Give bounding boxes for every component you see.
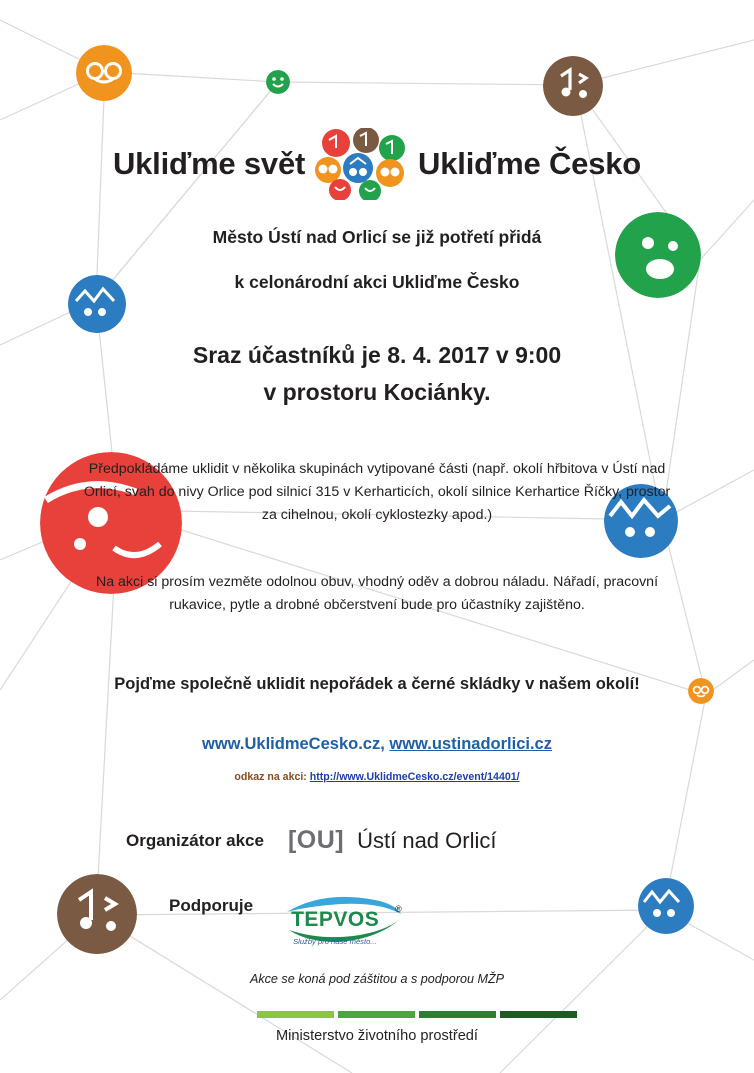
ministry-name: Ministerstvo životního prostředí (276, 1028, 478, 1044)
ministry-note: Akce se koná pod záštitou a s podporou MŽP (249, 972, 505, 986)
registered-mark: ® (395, 904, 402, 914)
title-left: Ukliďme svět (112, 146, 306, 181)
headline-line-2: v prostoru Kociánky. (263, 379, 491, 405)
bar-3 (419, 1011, 496, 1018)
link-ustinadorlici[interactable]: www.ustinadorlici.cz (389, 735, 552, 753)
organizer-city: Ústí nad Orlicí (357, 827, 497, 853)
ministry-logo-bars (257, 1011, 577, 1018)
callout-text: Pojďme společně uklidit nepořádek a černé skládky v našem okolí! (114, 675, 640, 693)
tepvos-wordmark: TEPVOS (291, 908, 380, 931)
paragraph-areas: Předpokládáme uklidit v několika skupinách vytipované části (např. okolí hřbitova v Ústí nad Orlicí, svah do nivy Orlice pod silnicí 315 v Kerharticích, okolí silnice Kerhartice Říčky, prostor za cihelnou, okolí cyklostezky apod.) (83, 461, 671, 523)
link-uklidmecesko[interactable]: www.UklidmeCesko.cz, (202, 735, 385, 753)
event-link-url[interactable]: http://www.UklidmeCesko.cz/event/14401/ (309, 771, 520, 783)
subheading-line-1: Město Ústí nad Orlicí se již potřetí přidá (212, 227, 542, 247)
supporter-row (169, 890, 413, 952)
tepvos-slogan: Služby pro naše město... (293, 937, 377, 946)
logo-cluster (314, 128, 410, 200)
headline-line-1: Sraz účastníků je 8. 4. 2017 v 9:00 (192, 342, 562, 368)
web-links (0, 735, 754, 754)
ukliďme-logo-icon (314, 128, 410, 200)
subheading-line-2: k celonárodní akci Ukliďme Česko (234, 272, 520, 292)
paragraph-equipment: Na akci si prosím vezměte odolnou obuv, vhodný oděv a dobrou náladu. Nářadí, pracovní rukavice, pytle a drobné občerstvení bude pro účastníky zajištěno. (95, 574, 659, 613)
bar-1 (257, 1011, 334, 1018)
tepvos-logo (283, 890, 413, 952)
ou-logo-icon: [OU] (287, 826, 345, 854)
supporter-label: Podporuje (169, 896, 254, 915)
bar-2 (338, 1011, 415, 1018)
poster-title (0, 128, 754, 200)
event-link-row (0, 771, 754, 783)
organizer-row (126, 826, 496, 855)
bar-4 (500, 1011, 577, 1018)
event-link-label: odkaz na akci: (234, 771, 307, 783)
title-right: Ukliďme Česko (418, 146, 642, 181)
organizer-label: Organizátor akce (126, 830, 264, 850)
